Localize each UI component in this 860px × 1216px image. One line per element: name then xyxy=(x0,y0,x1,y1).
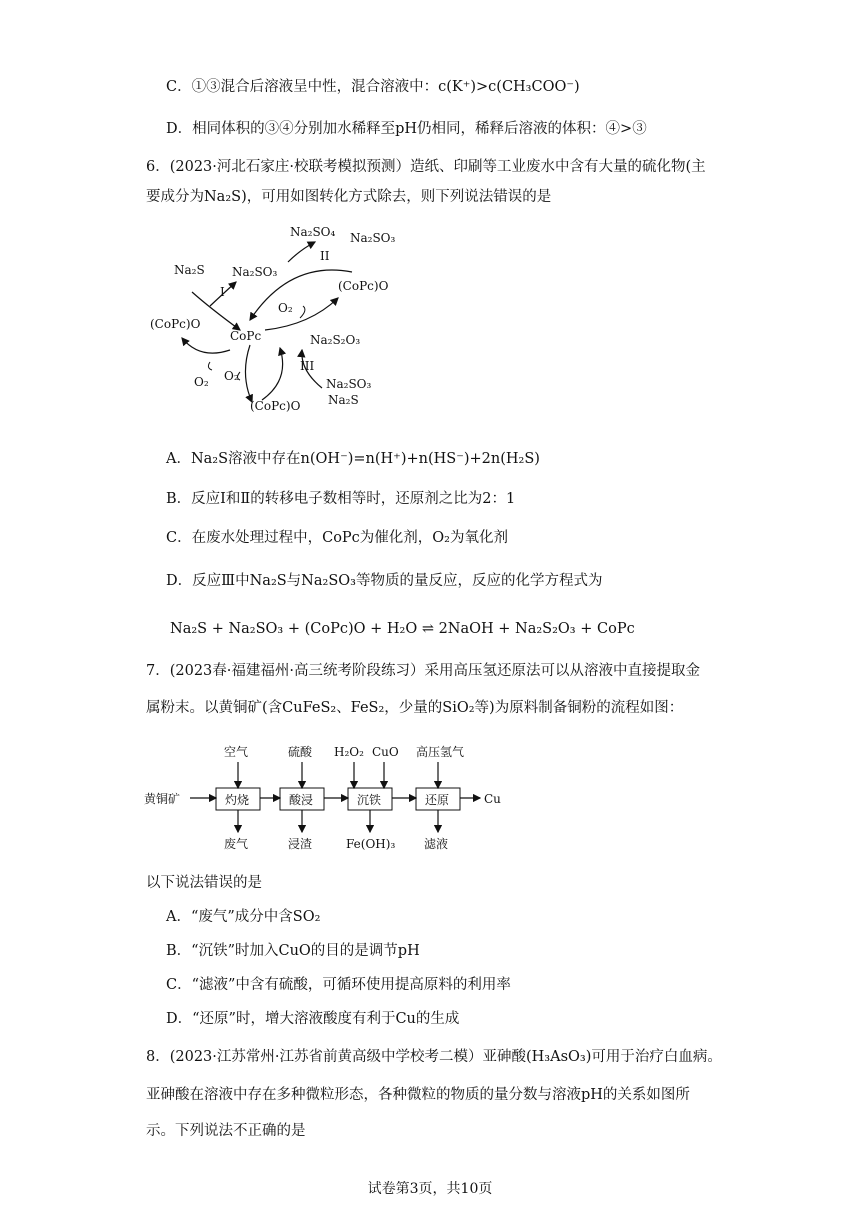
q8-stem-line2: 亚砷酸在溶液中存在多种微粒形态，各种微粒的物质的量分数与溶液pH的关系如图所 xyxy=(146,1087,690,1103)
q7-prompt: 以下说法错误的是 xyxy=(146,875,262,891)
flow-step-iron-precip: 沉铁 xyxy=(357,793,382,807)
q8-stem-line1: 8．(2023·江苏常州·江苏省前黄高级中学校考二模）亚砷酸(H₃AsO₃)可用于治疗白血病。 xyxy=(146,1049,722,1065)
diagram-label-na2s-left: Na₂S xyxy=(174,263,205,277)
q8-stem-line3: 示。下列说法不正确的是 xyxy=(146,1123,306,1139)
flow-output-filtrate: 滤液 xyxy=(424,837,449,851)
diagram-label-o2-left: O₂ xyxy=(194,375,209,389)
diagram-label-na2s-bottom: Na₂S xyxy=(328,393,359,407)
diagram-label-reaction-iii: III xyxy=(300,359,315,373)
q7-option-a: A．“废气”成分中含SO₂ xyxy=(166,909,321,925)
q7-stem-line1: 7．(2023春·福建福州·高三统考阶段练习）采用高压氢还原法可以从溶液中直接提取金 xyxy=(146,663,700,679)
flow-input-high-pressure-h2: 高压氢气 xyxy=(416,745,465,759)
flow-output-residue: 浸渣 xyxy=(288,837,313,851)
q6-stem-line1: 6．(2023·河北石家庄·校联考模拟预测）造纸、印刷等工业废水中含有大量的硫化物(主 xyxy=(146,159,706,175)
flow-step-reduce: 还原 xyxy=(425,793,450,807)
flow-end: Cu xyxy=(484,792,501,806)
q6-option-d: D．反应Ⅲ中Na₂S与Na₂SO₃等物质的量反应，反应的化学方程式为 xyxy=(166,573,603,589)
flow-input-sulfuric-acid: 硫酸 xyxy=(288,745,313,759)
q6-option-c: C．在废水处理过程中，CoPc为催化剂，O₂为氧化剂 xyxy=(166,530,508,546)
flow-input-h2o2: H₂O₂ xyxy=(334,745,364,759)
q6-option-a: A．Na₂S溶液中存在n(OH⁻)=n(H⁺)+n(HS⁻)+2n(H₂S) xyxy=(166,451,540,467)
flow-start: 黄铜矿 xyxy=(144,792,181,806)
diagram-label-copco-left: (CoPc)O xyxy=(150,317,201,331)
q7-option-c: C．“滤液”中含有硫酸，可循环使用提高原料的利用率 xyxy=(166,977,511,993)
diagram-label-na2so4: Na₂SO₄ xyxy=(290,225,336,239)
diagram-label-copc: CoPc xyxy=(230,329,262,343)
q7-stem-line2: 属粉末。以黄铜矿(含CuFeS₂、FeS₂，少量的SiO₂等)为原料制备铜粉的流程如图： xyxy=(146,700,684,716)
flow-output-fe-oh3: Fe(OH)₃ xyxy=(346,837,396,851)
flow-input-cuo: CuO xyxy=(372,745,399,759)
q6-option-b: B．反应Ⅰ和Ⅱ的转移电子数相等时，还原剂之比为2：1 xyxy=(166,491,516,507)
diagram-label-o2-upper: O₂ xyxy=(278,301,293,315)
diagram-label-reaction-i: I xyxy=(220,285,225,299)
q6-stem-line2: 要成分为Na₂S)，可用如图转化方式除去，则下列说法错误的是 xyxy=(146,189,552,205)
flow-output-waste-gas: 废气 xyxy=(224,837,249,851)
diagram-label-na2so3-top: Na₂SO₃ xyxy=(350,231,396,245)
q5-option-c: C．①③混合后溶液呈中性，混合溶液中：c(K⁺)>c(CH₃COO⁻) xyxy=(166,79,580,95)
diagram-label-o2-bottom: O₂ xyxy=(224,369,239,383)
diagram-label-na2so3-left: Na₂SO₃ xyxy=(232,265,278,279)
diagram-label-reaction-ii: II xyxy=(320,249,330,263)
q7-option-b: B．“沉铁”时加入CuO的目的是调节pH xyxy=(166,943,420,959)
q7-option-d: D．“还原”时，增大溶液酸度有利于Cu的生成 xyxy=(166,1011,460,1027)
q5-option-d: D．相同体积的③④分别加水稀释至pH仍相同，稀释后溶液的体积：④>③ xyxy=(166,121,647,137)
diagram-label-na2so3-bottom: Na₂SO₃ xyxy=(326,377,372,391)
diagram-label-copco-bottom: (CoPc)O xyxy=(250,399,301,413)
page-footer: 试卷第3页，共10页 xyxy=(367,1181,493,1197)
flow-step-acid-leach: 酸浸 xyxy=(289,793,314,807)
q7-flow-diagram xyxy=(140,738,520,856)
flow-input-air: 空气 xyxy=(224,745,249,759)
q6-cycle-diagram xyxy=(140,220,440,420)
flow-step-roast: 灼烧 xyxy=(225,793,250,807)
diagram-label-na2s2o3: Na₂S₂O₃ xyxy=(310,333,361,347)
diagram-label-copco-right: (CoPc)O xyxy=(338,279,389,293)
q6-equation: Na₂S + Na₂SO₃ + (CoPc)O + H₂O ⇌ 2NaOH + Na₂S₂O₃ + CoPc xyxy=(170,621,635,637)
